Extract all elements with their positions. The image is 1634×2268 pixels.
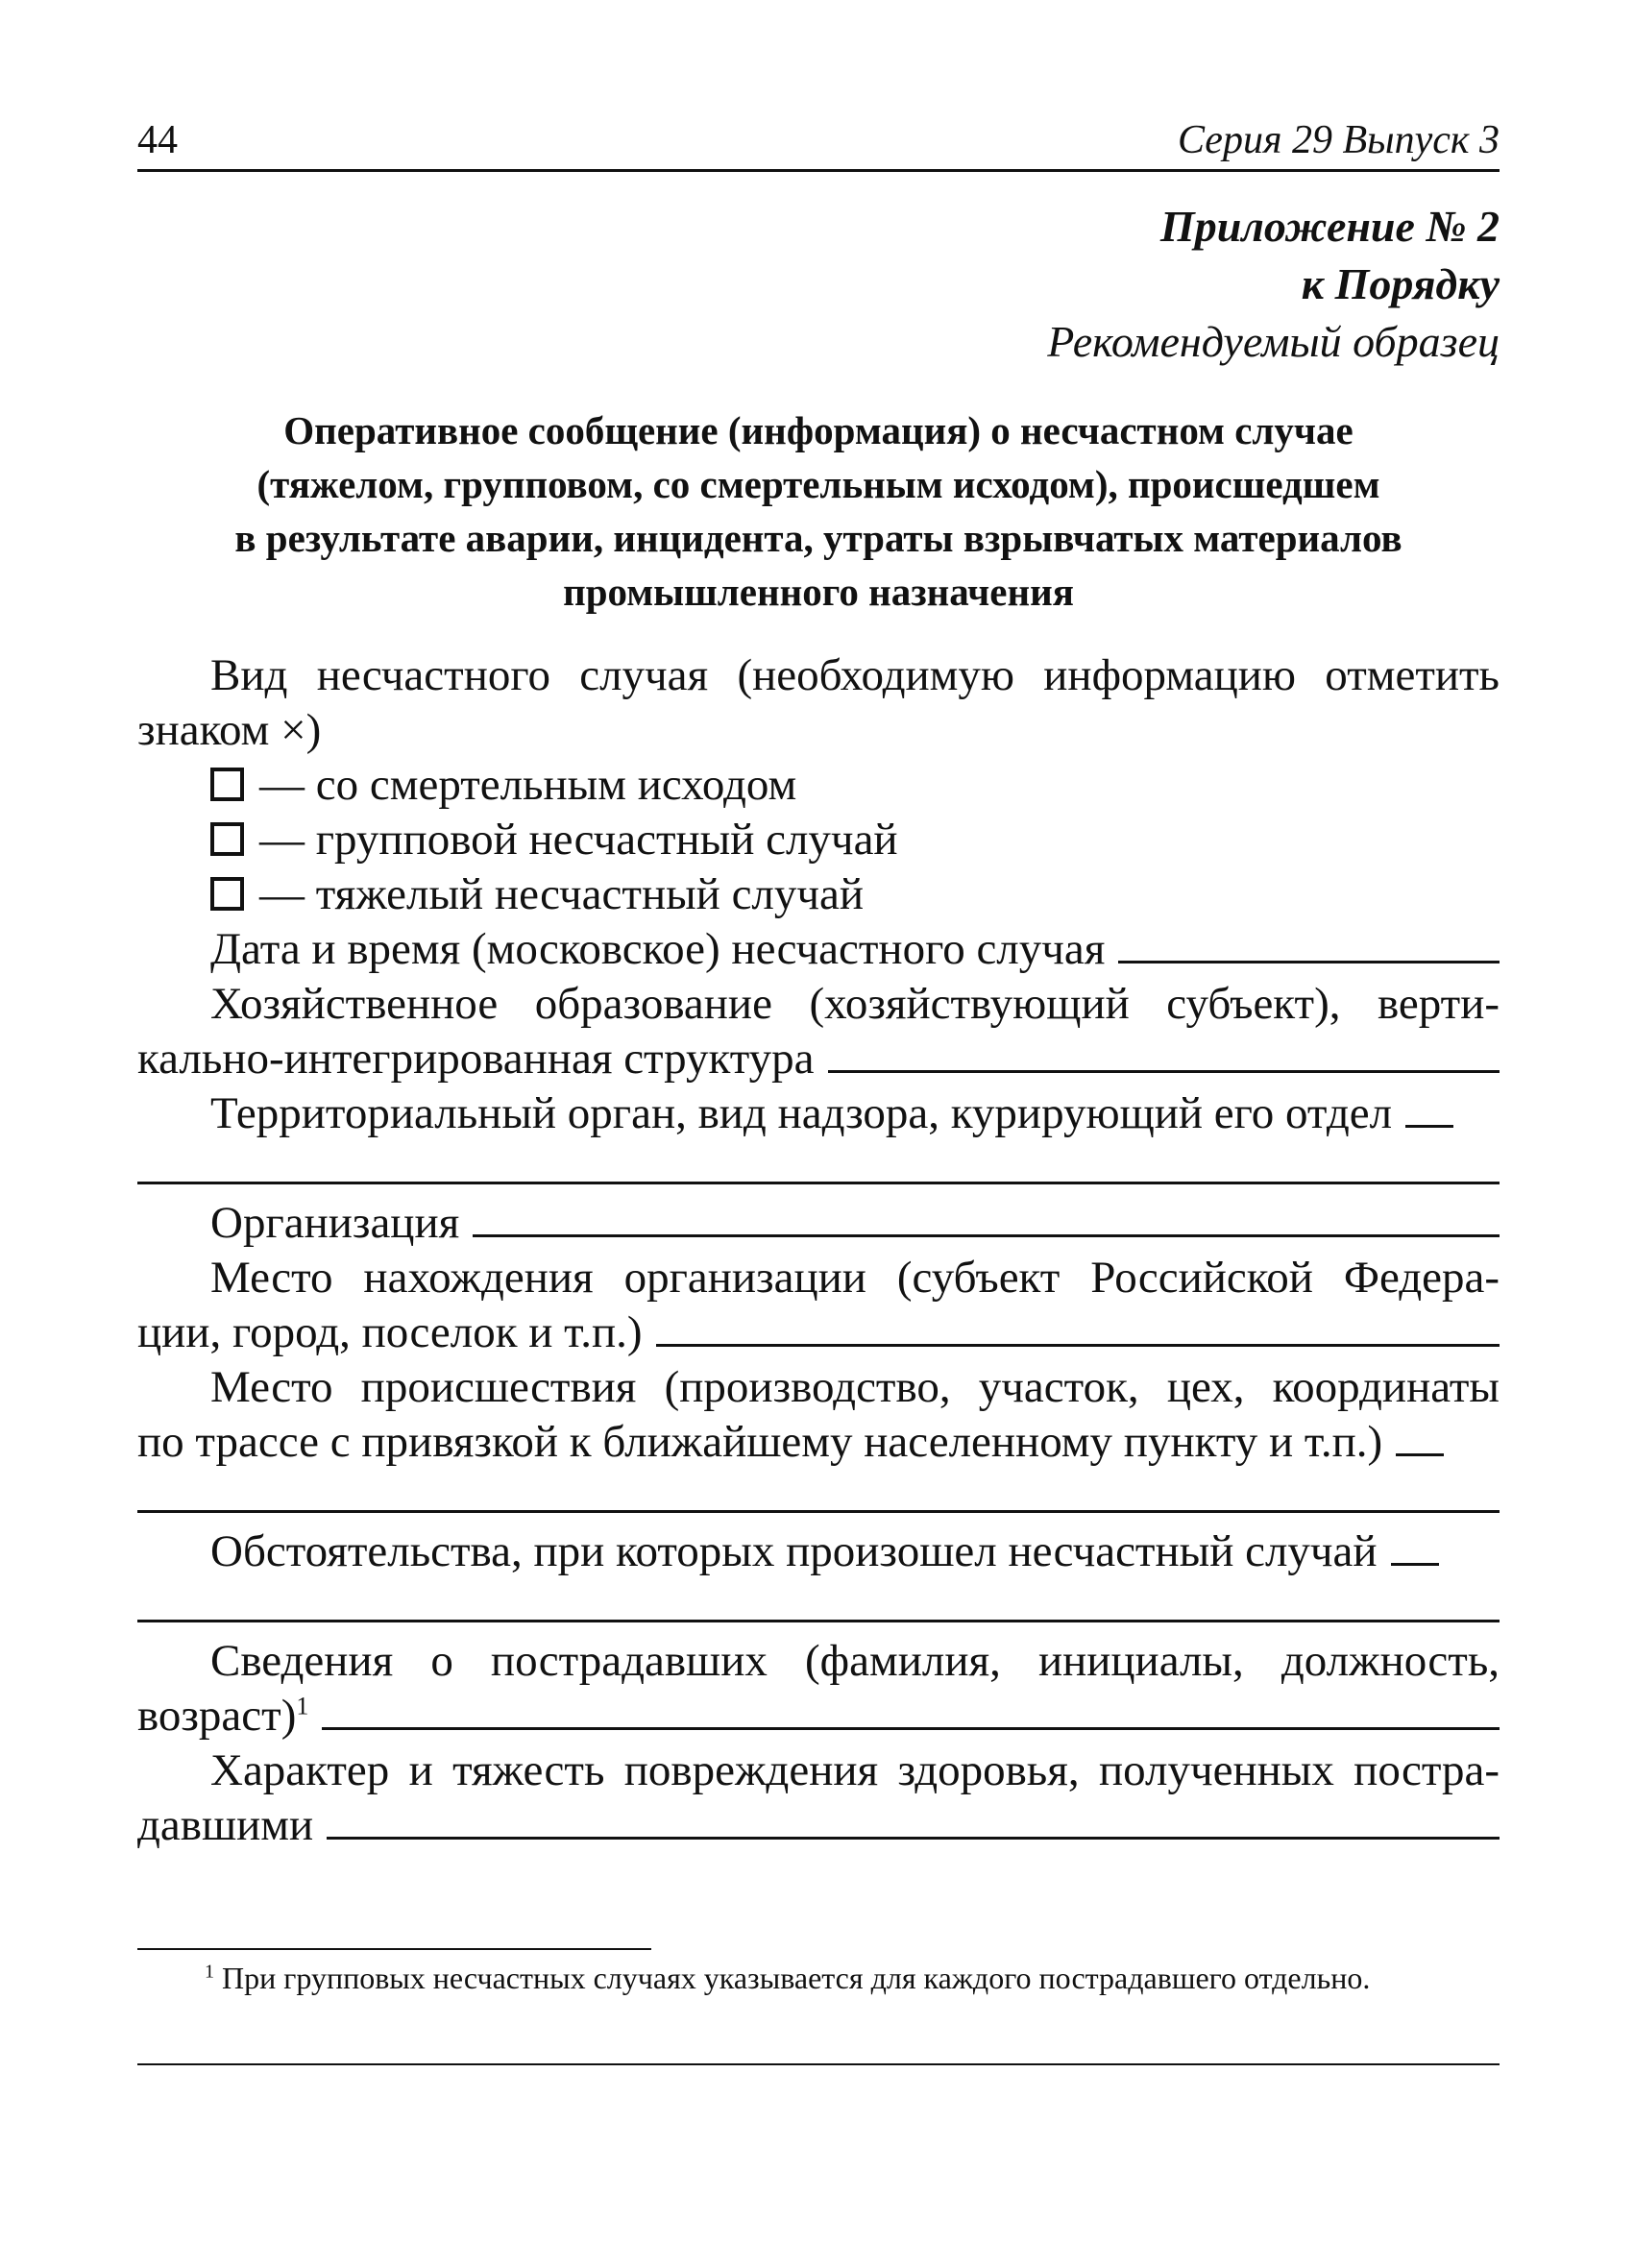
appendix-reference: к Порядку xyxy=(1301,259,1500,308)
economic-entity-label: Хозяйственное образование (хозяйствующий субъект), верти- xyxy=(210,979,1500,1029)
territorial-field-continued[interactable] xyxy=(137,1141,1500,1196)
footnote-reference: 1 xyxy=(296,1692,309,1720)
accident-type-intro: Вид несчастного случая (необходимую информацию отметить xyxy=(210,650,1500,700)
option-group xyxy=(137,813,1500,867)
fatal-checkbox[interactable] xyxy=(210,768,244,801)
form-body xyxy=(137,648,1500,1853)
title-line-3: в результате аварии, инцидента, утраты взрывчатых материалов xyxy=(234,516,1402,560)
incident-place-label-continued: по трассе с привязкой к ближайшему населенному пункту и т.п.) xyxy=(137,1417,1383,1467)
footnote-divider xyxy=(137,1948,651,1950)
location-label: Место нахождения организации (субъект Российской Федера- xyxy=(210,1253,1500,1303)
territorial-row xyxy=(137,1086,1500,1141)
circumstances-label: Обстоятельства, при которых произошел несчастный случай xyxy=(210,1526,1378,1576)
victims-label-continued xyxy=(137,1689,308,1744)
option-severe xyxy=(137,867,1500,922)
victims-label: Сведения о пострадавших (фамилия, инициалы, должность, xyxy=(210,1636,1500,1686)
title-line-1: Оперативное сообщение (информация) о несчастном случае xyxy=(283,408,1354,452)
circumstances-field-continued[interactable] xyxy=(137,1579,1500,1634)
injury-field[interactable] xyxy=(327,1800,1500,1840)
appendix-number: Приложение № 2 xyxy=(1159,202,1500,251)
date-field[interactable] xyxy=(1118,924,1500,963)
appendix-note xyxy=(1047,198,1500,371)
victims-row xyxy=(137,1689,1500,1744)
injury-label: Характер и тяжесть повреждения здоровья, полученных постра- xyxy=(210,1745,1500,1795)
incident-place-row xyxy=(137,1415,1500,1470)
injury-row xyxy=(137,1798,1500,1853)
incident-place-field[interactable] xyxy=(1396,1417,1444,1456)
bottom-divider xyxy=(137,2063,1500,2065)
option-severe-label: — тяжелый несчастный случай xyxy=(259,869,865,919)
title-line-4: промышленного назначения xyxy=(563,570,1074,614)
victims-label-text: возраст) xyxy=(137,1691,297,1741)
page-number: 44 xyxy=(137,118,178,162)
option-group-label: — групповой несчастный случай xyxy=(259,815,898,865)
territorial-field[interactable] xyxy=(1405,1088,1453,1128)
group-checkbox[interactable] xyxy=(210,822,244,856)
date-row xyxy=(137,922,1500,977)
footnote xyxy=(137,1956,1500,2000)
injury-label-continued: давшими xyxy=(137,1800,314,1850)
location-field[interactable] xyxy=(656,1307,1500,1347)
circumstances-row xyxy=(137,1524,1500,1579)
organization-row xyxy=(137,1196,1500,1251)
location-row xyxy=(137,1305,1500,1360)
location-label-continued: ции, город, поселок и т.п.) xyxy=(137,1307,643,1357)
victims-field[interactable] xyxy=(322,1691,1500,1730)
accident-type-intro-continued: знаком ×) xyxy=(137,705,322,755)
incident-place-label: Место происшествия (производство, участок, цех, координаты xyxy=(210,1362,1500,1412)
footnote-mark: 1 xyxy=(205,1961,214,1983)
title-line-2: (тяжелом, групповом, со смертельным исходом), происшедшем xyxy=(256,462,1380,506)
date-label: Дата и время (московское) несчастного случая xyxy=(210,924,1106,974)
document-title xyxy=(137,403,1500,619)
economic-entity-row xyxy=(137,1032,1500,1086)
organization-label: Организация xyxy=(210,1198,460,1248)
territorial-label: Территориальный орган, вид надзора, курирующий его отдел xyxy=(210,1088,1393,1138)
option-fatal xyxy=(137,758,1500,813)
recommended-sample-label: Рекомендуемый образец xyxy=(1047,317,1500,366)
footnote-text: При групповых несчастных случаях указывается для каждого пострадавшего отдельно. xyxy=(222,1961,1371,1995)
severe-checkbox[interactable] xyxy=(210,877,244,911)
economic-entity-label-continued: кально-интегрированная структура xyxy=(137,1034,815,1084)
circumstances-field[interactable] xyxy=(1391,1526,1439,1566)
economic-entity-field[interactable] xyxy=(828,1034,1500,1073)
option-fatal-label: — со смертельным исходом xyxy=(259,760,797,810)
page-header xyxy=(137,92,1500,172)
organization-field[interactable] xyxy=(473,1198,1500,1237)
series-label: Серия 29 Выпуск 3 xyxy=(1178,118,1500,162)
incident-place-field-continued[interactable] xyxy=(137,1470,1500,1524)
